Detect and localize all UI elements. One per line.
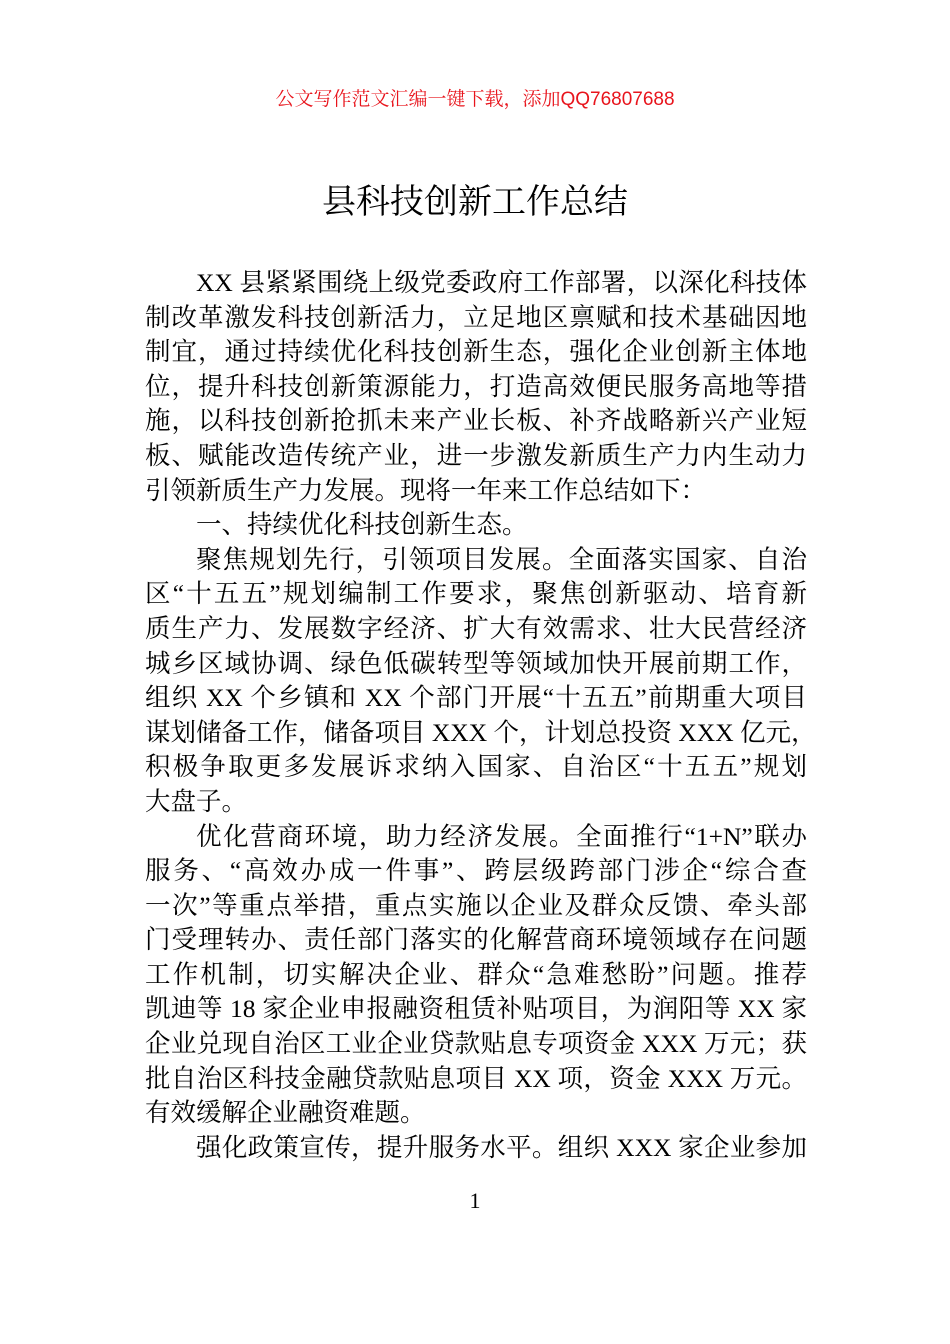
document-title: 县科技创新工作总结 xyxy=(322,183,628,221)
text-line: 一次”等重点举措，重点实施以企业及群众反馈、牵头部 xyxy=(145,890,807,920)
text-line: 位，提升科技创新策源能力，打造高效便民服务高地等措 xyxy=(145,371,807,401)
text-line: 服务、“高效办成一件事”、跨层级跨部门涉企“综合查 xyxy=(145,856,807,886)
text-line: 聚焦规划先行，引领项目发展。全面落实国家、自治 xyxy=(196,544,807,574)
watermark-header: 公文写作范文汇编一键下载，添加QQ76807688 xyxy=(275,89,675,110)
text-line: 引领新质生产力发展。现将一年来工作总结如下： xyxy=(145,475,707,505)
text-line: 制宜，通过持续优化科技创新生态，强化企业创新主体地 xyxy=(145,337,807,367)
text-line: 优化营商环境，助力经济发展。全面推行“1+N”联办 xyxy=(196,821,807,851)
text-line: 谋划储备工作，储备项目 XXX 个，计划总投资 XXX 亿元， xyxy=(145,717,817,747)
text-line: XX 县紧紧围绕上级党委政府工作部署，以深化科技体 xyxy=(196,268,807,297)
text-line: 城乡区域协调、绿色低碳转型等领域加快开展前期工作， xyxy=(145,648,807,678)
text-line: 企业兑现自治区工业企业贷款贴息专项资金 XXX 万元；获 xyxy=(145,1029,807,1059)
page-number: 1 xyxy=(469,1188,481,1213)
text-line: 强化政策宣传，提升服务水平。组织 XXX 家企业参加 xyxy=(196,1132,807,1162)
text-line: 门受理转办、责任部门落实的化解营商环境领域存在问题 xyxy=(145,925,807,955)
text-line: 一、持续优化科技创新生态。 xyxy=(196,510,528,540)
text-line: 区“十五五”规划编制工作要求，聚焦创新驱动、培育新 xyxy=(145,579,807,609)
document-body xyxy=(145,266,817,1165)
text-line: 组织 XX 个乡镇和 XX 个部门开展“十五五”前期重大项目 xyxy=(145,683,807,713)
text-line: 制改革激发科技创新活力，立足地区禀赋和技术基础因地 xyxy=(145,302,807,332)
text-line: 工作机制，切实解决企业、群众“急难愁盼”问题。推荐 xyxy=(145,959,807,989)
text-line: 批自治区科技金融贷款贴息项目 XX 项，资金 XXX 万元。 xyxy=(145,1063,807,1093)
text-line: 有效缓解企业融资难题。 xyxy=(145,1098,426,1128)
text-line: 凯迪等 18 家企业申报融资租赁补贴项目，为润阳等 XX 家 xyxy=(145,994,807,1024)
text-line: 施，以科技创新抢抓未来产业长板、补齐战略新兴产业短 xyxy=(145,406,807,436)
text-line: 质生产力、发展数字经济、扩大有效需求、壮大民营经济 xyxy=(145,613,807,643)
text-line: 积极争取更多发展诉求纳入国家、自治区“十五五”规划 xyxy=(145,752,807,782)
text-line: 大盘子。 xyxy=(145,786,248,816)
text-line: 板、赋能改造传统产业，进一步激发新质生产力内生动力 xyxy=(145,440,807,470)
